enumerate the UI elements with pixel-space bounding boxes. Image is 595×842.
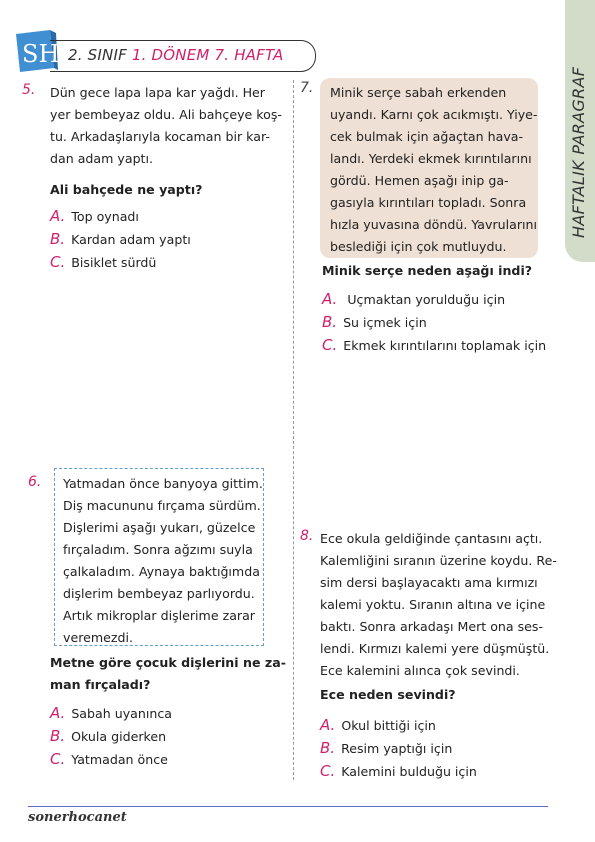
- option-letter: B.: [50, 230, 66, 248]
- question-7-paragraph-box: [320, 78, 538, 258]
- option-letter: A.: [320, 716, 336, 734]
- question-7: [322, 260, 546, 357]
- paragraph-line: Minik serçe sabah erkenden: [330, 85, 507, 100]
- grade-label: 2. SINIF: [68, 46, 127, 64]
- paragraph-line: fırçaladım. Sonra ağzımı suyla: [63, 542, 253, 557]
- header-bar: [50, 40, 316, 72]
- paragraph-line: lendi. Kırmızı kalemi yere düşmüştü.: [320, 641, 550, 656]
- answer-option[interactable]: [50, 228, 282, 251]
- option-text: Okul bittiği için: [341, 718, 436, 733]
- question-8-number: 8.: [300, 528, 314, 544]
- paragraph-line: cek bulmak için ağaçtan hava-: [330, 129, 524, 144]
- question-line: Ali bahçede ne yaptı?: [50, 182, 203, 197]
- paragraph-line: Dişlerimi aşağı yukarı, güzelce: [63, 520, 256, 535]
- answer-option[interactable]: [322, 334, 546, 357]
- question-5: [50, 82, 282, 274]
- paragraph-line: Kalemliğini sıranın üzerine koydu. Re-: [320, 553, 557, 568]
- question-5-prompt: [50, 179, 282, 201]
- answer-option[interactable]: [322, 288, 546, 311]
- footer-brand: sonerhocanet: [28, 810, 127, 825]
- paragraph-line: Yatmadan önce banyoya gittim.: [63, 476, 263, 491]
- option-letter: C.: [50, 253, 66, 271]
- question-5-options: [50, 205, 282, 274]
- option-text: Kalemini bulduğu için: [341, 764, 477, 779]
- question-7-options: [322, 288, 546, 357]
- question-5-number: 5.: [22, 82, 36, 98]
- paragraph-line: sim dersi başlayacaktı ama kırmızı: [320, 575, 538, 590]
- option-text: Okula giderken: [71, 729, 167, 744]
- option-text: Sabah uyanınca: [71, 706, 172, 721]
- paragraph-line: veremezdi.: [63, 630, 133, 645]
- option-text: Uçmaktan yorulduğu için: [343, 292, 506, 307]
- answer-option[interactable]: [320, 714, 557, 737]
- option-text: Bisiklet sürdü: [71, 255, 157, 270]
- paragraph-line: Artık mikroplar dişlerime zarar: [63, 608, 255, 623]
- answer-option[interactable]: [320, 737, 557, 760]
- option-text: Top oynadı: [71, 209, 139, 224]
- question-8-paragraph: [320, 528, 557, 682]
- paragraph-line: dişlerim bembeyaz parlıyordu.: [63, 586, 255, 601]
- option-text: Su içmek için: [343, 315, 427, 330]
- question-6-paragraph-box: [54, 468, 264, 646]
- logo-text: SH: [22, 40, 58, 68]
- question-6-options: [50, 702, 286, 771]
- answer-option[interactable]: [50, 748, 286, 771]
- option-text: Ekmek kırıntılarını toplamak için: [343, 338, 547, 353]
- paragraph-line: Diş macununu fırçama sürdüm.: [63, 498, 261, 513]
- paragraph-line: landı. Yerdeki ekmek kırıntılarını: [330, 151, 532, 166]
- answer-option[interactable]: [320, 760, 557, 783]
- answer-option[interactable]: [322, 311, 546, 334]
- question-line: Minik serçe neden aşağı indi?: [322, 263, 533, 278]
- option-text: Yatmadan önce: [71, 752, 168, 767]
- question-line: man fırçaladı?: [50, 677, 151, 692]
- question-8-options: [320, 714, 557, 783]
- option-letter: C.: [320, 762, 336, 780]
- question-8: [320, 528, 557, 783]
- question-line: Metne göre çocuk dişlerini ne za-: [50, 655, 286, 670]
- question-6: [50, 652, 286, 771]
- option-letter: B.: [320, 739, 336, 757]
- answer-option[interactable]: [50, 725, 286, 748]
- paragraph-line: dan adam yaptı.: [50, 151, 154, 166]
- paragraph-line: uyandı. Karnı çok acıkmıştı. Yiye-: [330, 107, 538, 122]
- question-6-prompt: [50, 652, 286, 696]
- paragraph-line: Ece kalemini alınca çok sevindi.: [320, 663, 520, 678]
- paragraph-line: Ece okula geldiğinde çantasını açtı.: [320, 531, 543, 546]
- answer-option[interactable]: [50, 205, 282, 228]
- question-7-number: 7.: [300, 80, 314, 96]
- question-7-paragraph: [330, 82, 538, 258]
- footer-line: [28, 806, 548, 807]
- paragraph-line: kalemi yoktu. Sıranın altına ve içine: [320, 597, 546, 612]
- option-text: Resim yaptığı için: [341, 741, 453, 756]
- option-text: Kardan adam yaptı: [71, 232, 191, 247]
- question-6-number: 6.: [28, 474, 42, 490]
- option-letter: B.: [50, 727, 66, 745]
- question-6-paragraph: [63, 473, 263, 649]
- paragraph-line: çalkaladım. Aynaya baktığımda: [63, 564, 260, 579]
- side-tab-label: HAFTALIK PARAGRAF: [569, 66, 588, 238]
- question-7-prompt: [322, 260, 546, 282]
- answer-option[interactable]: [50, 702, 286, 725]
- paragraph-line: hızla yuvasına döndü. Yavrularını: [330, 217, 538, 232]
- paragraph-line: gördü. Hemen aşağı inip ga-: [330, 173, 509, 188]
- paragraph-line: Dün gece lapa lapa kar yağdı. Her: [50, 85, 265, 100]
- answer-option[interactable]: [50, 251, 282, 274]
- question-line: Ece neden sevindi?: [320, 687, 456, 702]
- side-tab: [565, 0, 595, 262]
- question-5-paragraph: [50, 82, 282, 170]
- option-letter: A.: [50, 207, 66, 225]
- question-8-prompt: [320, 684, 557, 706]
- paragraph-line: baktı. Sonra arkadaşı Mert ona ses-: [320, 619, 544, 634]
- paragraph-line: tu. Arkadaşlarıyla kocaman bir kar-: [50, 129, 270, 144]
- paragraph-line: gasıyla kırıntıları topladı. Sonra: [330, 195, 527, 210]
- option-letter: A.: [50, 704, 66, 722]
- period-label: 1. DÖNEM 7. HAFTA: [131, 46, 284, 64]
- option-letter: C.: [50, 750, 66, 768]
- option-letter: A.: [322, 290, 338, 308]
- paragraph-line: yer bembeyaz oldu. Ali bahçeye koş-: [50, 107, 282, 122]
- column-divider: [293, 80, 294, 780]
- paragraph-line: beslediği için çok mutluydu.: [330, 239, 507, 254]
- option-letter: B.: [322, 313, 338, 331]
- option-letter: C.: [322, 336, 338, 354]
